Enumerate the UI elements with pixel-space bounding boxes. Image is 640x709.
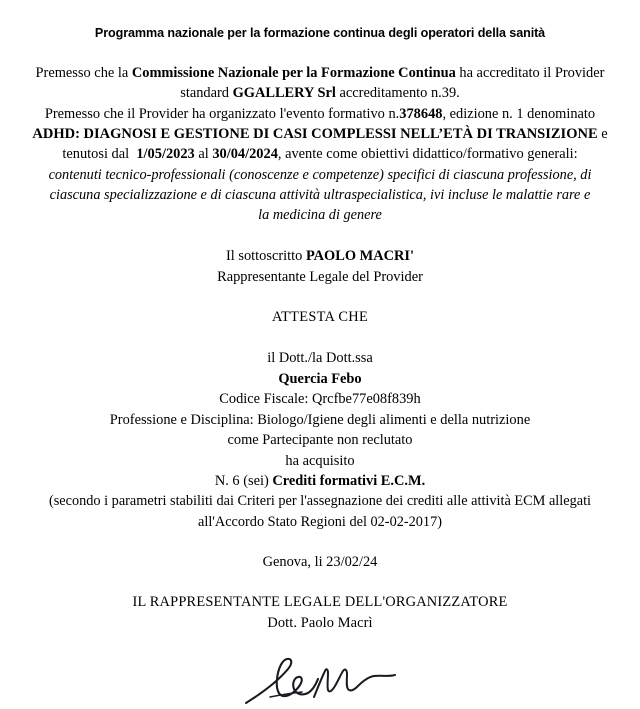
criteria-block xyxy=(22,491,618,532)
event-title: ADHD: DIAGNOSI E GESTIONE DI CASI COMPLESSI NELL’ETÀ DI TRANSIZIONE xyxy=(32,126,598,142)
closing-block xyxy=(22,592,618,633)
credits-amount: N. 6 (sei) xyxy=(214,472,273,489)
accreditation-number: accreditamento n.39. xyxy=(335,85,460,102)
premise-block xyxy=(22,63,618,225)
event-objectives: contenuti tecnico-professionali (conoscenze e competenze) specifici di ciascuna professione, di ciascuna specializzazione e di ciascuna attività ultraspecialistica, ivi incluse le malattie rare e la medicina di genere xyxy=(48,166,592,224)
fiscal-code-label: Codice Fiscale: xyxy=(219,391,312,408)
date-end: 30/04/2024 xyxy=(212,146,278,163)
premise-text-2: ha accreditato il Provider xyxy=(455,65,605,82)
page-title: Programma nazionale per la formazione continua degli operatori della sanità xyxy=(94,26,546,40)
criteria-line-1: (secondo i parametri stabiliti dai Criteri per l'assegnazione dei crediti alle attività ECM allegati xyxy=(48,493,592,510)
premise-text-4: Premesso che il Provider ha organizzato l'evento formativo n. xyxy=(44,105,400,122)
signatory-block xyxy=(22,246,618,287)
premise-text-3: standard xyxy=(180,85,233,102)
credits-block xyxy=(22,471,618,491)
signatory-line xyxy=(22,246,618,267)
commission-name: Commissione Nazionale per la Formazione Continua xyxy=(131,65,456,82)
dates-prefix: tenutosi dal xyxy=(62,146,133,163)
participant-name: Quercia Febo xyxy=(278,370,362,387)
handwritten-signature-icon xyxy=(240,653,400,709)
signatory-name: PAOLO MACRI' xyxy=(305,248,414,265)
date-start: 1/05/2023 xyxy=(136,146,195,163)
signatory-prefix: Il sottoscritto xyxy=(225,248,306,265)
signatory-role: Rappresentante Legale del Provider xyxy=(217,268,423,285)
dates-separator: al xyxy=(194,146,213,163)
credits-line xyxy=(22,471,618,491)
criteria-line-2: all'Accordo Stato Regioni del 02-02-2017) xyxy=(198,513,442,530)
closing-name: Dott. Paolo Macrì xyxy=(267,614,373,631)
certificate-document xyxy=(0,26,640,666)
attestation-heading: ATTESTA CHE xyxy=(271,309,369,326)
event-number: 378648 xyxy=(399,105,443,122)
fiscal-code-value: Qrcfbe77e08f839h xyxy=(312,391,421,408)
participation-type: come Partecipante non reclutato xyxy=(227,432,413,449)
event-title-line xyxy=(22,124,618,144)
objectives-prefix: , avente come obiettivi didattico/formativo generali: xyxy=(277,146,578,163)
credits-label: Crediti formativi E.C.M. xyxy=(272,472,426,489)
closing-role: IL RAPPRESENTANTE LEGALE DELL'ORGANIZZATORE xyxy=(132,594,508,611)
premise-line-accreditation xyxy=(22,63,618,83)
participant-salutation: il Dott./la Dott.ssa xyxy=(267,350,373,367)
premise-line-event xyxy=(22,104,618,124)
event-title-suffix: e xyxy=(597,126,608,142)
provider-name: GGALLERY Srl xyxy=(232,85,336,102)
premise-line-provider xyxy=(22,83,618,103)
participant-block xyxy=(22,348,618,470)
participant-profession: Professione e Disciplina: Biologo/Igiene degli alimenti e della nutrizione xyxy=(109,411,531,428)
event-edition: , edizione n. 1 denominato xyxy=(442,105,596,122)
premise-text-1: Premesso che la xyxy=(35,65,132,82)
signature-area xyxy=(22,653,618,709)
acquired-text: ha acquisito xyxy=(285,452,355,469)
premise-line-dates xyxy=(22,144,618,164)
participant-fiscal-code-line xyxy=(22,389,618,409)
place-and-date: Genova, li 23/02/24 xyxy=(262,554,378,571)
